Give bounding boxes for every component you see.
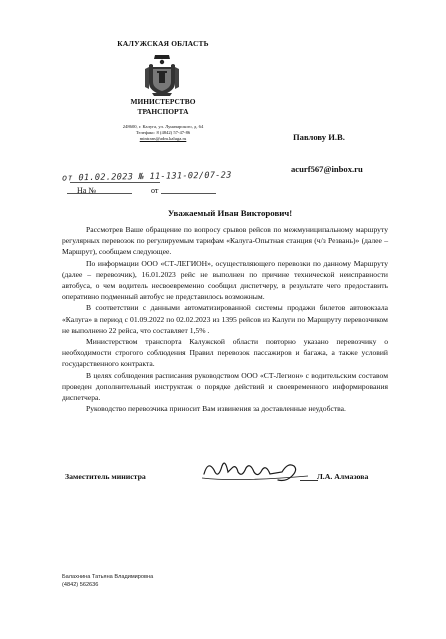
- ministry-address: [100, 124, 226, 143]
- paragraph: Руководство перевозчика приносит Вам извинения за доставленные неудобства.: [86, 404, 346, 414]
- handwritten-registration: от 01.02.2023 № 11-131-02/07-23: [61, 170, 232, 184]
- executor-info: [62, 573, 153, 589]
- coat-of-arms-icon: [143, 53, 181, 97]
- ministry-line-2: ТРАНСПОРТА: [137, 107, 189, 116]
- reply-number-label: На №: [77, 186, 96, 195]
- reply-date-label: от: [151, 186, 159, 195]
- reply-number-line: [67, 193, 132, 194]
- ministry-line-1: МИНИСТЕРСТВО: [130, 97, 196, 106]
- signatory-title: Заместитель министра: [65, 472, 146, 481]
- reply-date-line: [161, 193, 216, 194]
- paragraph: В соответствии с данными автоматизированной системы продажи билетов автовокзала «Калуга» в период с 01.09.2022 по 02.02.2023 из 1395 рейсов из Калуги по Маршруту перевозчиком не выполнено 22 рейса, что составляет 1,5% .: [62, 303, 388, 335]
- executor-name: Балахнина Татьяна Владимировна: [62, 574, 154, 580]
- paragraph: По информации ООО «СТ-ЛЕГИОН», осуществляющего перевозки по данному Маршруту (далее – перевозчик), 16.01.2023 рейс не выполнен по причине технической неисправности автобуса, о чем водитель несвоевременно сообщил диспетчеру, в результате чего предоставить оперативно подменный автобус не представилось возможным.: [62, 258, 388, 302]
- address-line-2: Телефакс: 8 (4842) 57-47-86: [135, 130, 191, 136]
- address-email: mintrans@adm.kaluga.ru: [139, 136, 187, 142]
- signature-dash: [300, 480, 318, 481]
- address-line-1: 248600, г. Калуга, ул. Луначарского, д. 64: [122, 124, 204, 129]
- region-name: КАЛУЖСКАЯ ОБЛАСТЬ: [117, 39, 209, 48]
- handwritten-signature: [198, 452, 318, 488]
- paragraph: В целях соблюдения расписания руководством ООО «СТ-Легион» с водительским составом проведен дополнительный инструктаж о порядке действий и своевременного информирования диспетчера.: [62, 370, 388, 403]
- greeting: Уважаемый Иван Викторович!: [167, 208, 293, 218]
- paragraph: Министерством транспорта Калужской области повторно указано перевозчику о необходимости строгого соблюдения Правил перевозок пассажиров и багажа, а также условий государственного контракта.: [62, 337, 388, 369]
- paragraph: Рассмотрев Ваше обращение по вопросу срывов рейсов по межмуниципальному маршруту регулярных перевозок по регулируемым тарифам «Калуга-Опытная станция (ч/з Резвань)» (далее – Маршрут), сообщаем следующее.: [62, 225, 388, 257]
- recipient-email: acurf567@inbox.ru: [291, 164, 363, 174]
- ministry-name: [103, 97, 223, 117]
- recipient-name: Павлову И.В.: [293, 132, 345, 142]
- executor-phone: (4842) 562636: [62, 582, 99, 588]
- letter-body: [62, 224, 388, 414]
- signatory-name: Л.А. Алмазова: [317, 472, 369, 481]
